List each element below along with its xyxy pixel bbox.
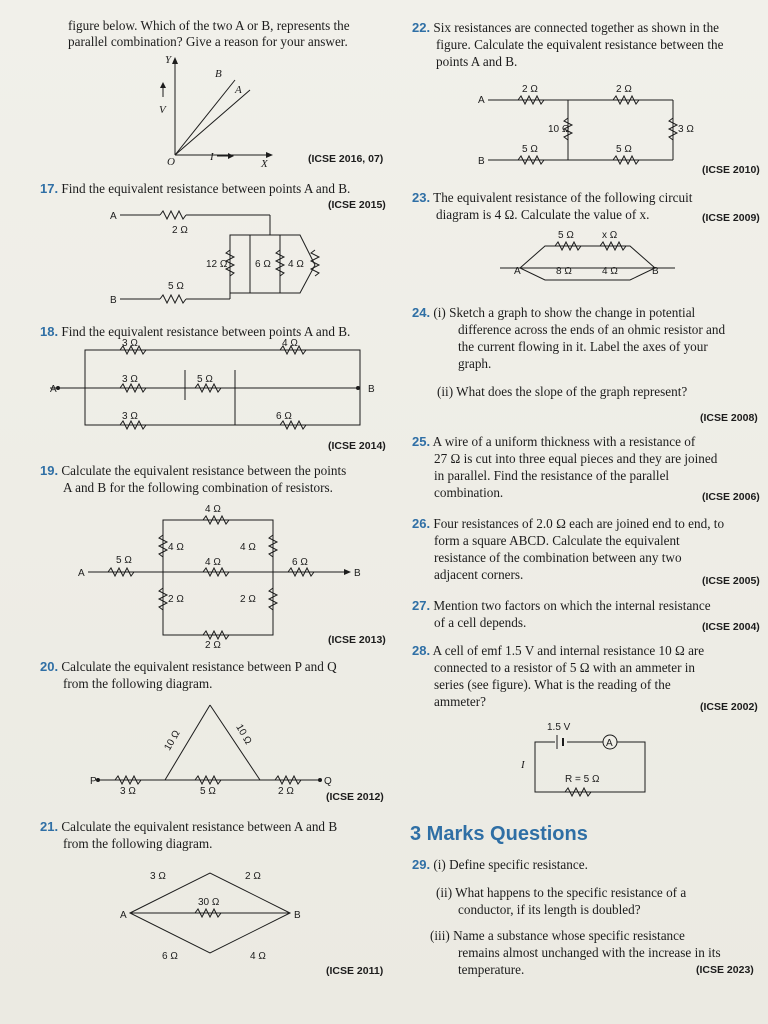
q28-line4: ammeter? (434, 694, 486, 709)
q23-line1: The equivalent resistance of the following circuit (433, 190, 693, 205)
q27-line1: Mention two factors on which the internal resistance (433, 598, 711, 613)
q26-number: 26. (412, 516, 431, 531)
q18-r1: 3 Ω (122, 338, 138, 349)
q21-number: 21. (40, 819, 59, 834)
q17-number: 17. (40, 181, 59, 196)
q18-r6: 6 Ω (276, 411, 292, 422)
graph-b-label: B (215, 68, 222, 80)
q29-p3b: remains almost unchanged with the increase in its (458, 945, 721, 960)
q28-line3: series (see figure). What is the reading of the (434, 677, 671, 692)
q18-tag: (ICSE 2014) (328, 440, 386, 452)
q22-line2: figure. Calculate the equivalent resistance between the (436, 37, 724, 52)
q18-r5: 3 Ω (122, 411, 138, 422)
q20-circuit (90, 700, 340, 800)
q22-circuit (478, 80, 708, 170)
q20-line2: from the following diagram. (63, 676, 213, 691)
q23-line2: diagram is 4 Ω. Calculate the value of x. (436, 207, 650, 222)
q29-p2: (ii) What happens to the specific resistance of a (436, 885, 687, 900)
q17-r-6: 6 Ω (255, 259, 271, 270)
q28-tag: (ICSE 2002) (700, 701, 758, 713)
q17-r-bot: 5 Ω (168, 281, 184, 292)
q17-node-a: A (110, 211, 117, 222)
graph-o-label: O (167, 156, 175, 168)
q20-r-r: 10 Ω (233, 722, 254, 747)
q16-line2: parallel combination? Give a reason for your answer. (68, 34, 348, 49)
q19-number: 19. (40, 463, 59, 478)
q23-number: 23. (412, 190, 431, 205)
q29-p2b: conductor, if its length is doubled? (458, 902, 641, 917)
q26-line3: resistance of the combination between any two (434, 550, 682, 565)
q19-r-a: 4 Ω (168, 542, 184, 553)
q20-node-p: P (90, 776, 97, 787)
q27-text1 (412, 598, 711, 614)
q17-circuit (110, 205, 350, 305)
q19-tag: (ICSE 2013) (328, 634, 386, 646)
q19-r-top: 4 Ω (205, 504, 221, 515)
q24-p2: (ii) What does the slope of the graph represent? (437, 384, 688, 399)
q18-circuit (50, 340, 380, 440)
q20-r-l: 10 Ω (162, 728, 183, 753)
q21-line2: from the following diagram. (63, 836, 213, 851)
q28-emf: 1.5 V (547, 722, 571, 733)
q21-r-6: 6 Ω (162, 951, 178, 962)
q26-line1: Four resistances of 2.0 Ω each are joined end to end, to (433, 516, 725, 531)
q25-line4: combination. (434, 485, 504, 500)
q29-number: 29. (412, 857, 431, 872)
q22-line3: points A and B. (436, 54, 518, 69)
q23-tag: (ICSE 2009) (702, 212, 760, 224)
q24-number: 24. (412, 305, 431, 320)
q28-line1: A cell of emf 1.5 V and internal resistance 10 Ω are (432, 643, 705, 658)
q23-r-x: x Ω (602, 230, 618, 241)
q28-r-label: R = 5 Ω (565, 774, 600, 785)
q25-text1 (412, 434, 695, 450)
q28-ammeter: A (606, 738, 613, 749)
q29-p3: (iii) Name a substance whose specific resistance (430, 928, 685, 943)
q20-r-2: 2 Ω (278, 786, 294, 797)
q21-circuit (120, 865, 320, 965)
q18-r4: 5 Ω (197, 374, 213, 385)
q28-text1 (412, 643, 704, 659)
q16-vi-graph (155, 54, 275, 170)
q25-tag: (ICSE 2006) (702, 491, 760, 503)
q23-node-a: A (514, 266, 521, 277)
q21-r-2: 2 Ω (245, 871, 261, 882)
q23-r-8: 8 Ω (556, 266, 572, 277)
q22-node-a: A (478, 95, 485, 106)
graph-i-label: I (210, 151, 214, 163)
q29-p3c: temperature. (458, 962, 525, 977)
graph-y-label: Y (165, 54, 172, 66)
q20-number: 20. (40, 659, 59, 674)
q26-line4: adjacent corners. (434, 567, 524, 582)
q18-node-a: A (50, 384, 57, 395)
q20-tag: (ICSE 2012) (326, 791, 384, 803)
q21-r-4: 4 Ω (250, 951, 266, 962)
q23-circuit (500, 228, 680, 288)
q19-r-e: 5 Ω (116, 555, 132, 566)
q23-text1 (412, 190, 692, 206)
q17-text (40, 181, 350, 197)
q20-r-3: 3 Ω (120, 786, 136, 797)
q19-text1 (40, 463, 346, 479)
q28-line2: connected to a resistor of 5 Ω with an ammeter in (434, 660, 696, 675)
section-heading-3-marks: 3 Marks Questions (410, 823, 588, 845)
q24-p1b: difference across the ends of an ohmic resistor and (458, 322, 726, 337)
q19-r-d: 6 Ω (292, 557, 308, 568)
q21-r-30: 30 Ω (198, 897, 220, 908)
q18-r3: 3 Ω (122, 374, 138, 385)
q28-number: 28. (412, 643, 431, 658)
q17-line1: Find the equivalent resistance between points A and B. (61, 181, 351, 196)
graph-a-label: A (235, 84, 242, 96)
graph-v-label: V (159, 104, 166, 116)
q20-line1: Calculate the equivalent resistance between P and Q (61, 659, 337, 674)
q19-r-g: 2 Ω (240, 594, 256, 605)
q29-p1: (i) Define specific resistance. (433, 857, 588, 872)
q19-line1: Calculate the equivalent resistance between the points (61, 463, 347, 478)
q17-node-b: B (110, 295, 117, 306)
q21-text1 (40, 819, 337, 835)
q17-resistor (160, 211, 186, 219)
q27-tag: (ICSE 2004) (702, 621, 760, 633)
q16-line1: figure below. Which of the two A or B, represents the (68, 18, 350, 33)
q22-line1: Six resistances are connected together as shown in the (433, 20, 720, 35)
q24-tag: (ICSE 2008) (700, 412, 758, 424)
q17-r-top: 2 Ω (172, 225, 188, 236)
q18-text (40, 324, 350, 340)
q22-r-5b: 5 Ω (616, 144, 632, 155)
q19-node-b: B (354, 568, 361, 579)
q23-r-4: 4 Ω (602, 266, 618, 277)
q24-p1c: the current flowing in it. Label the axes of your (458, 339, 708, 354)
q17-r-4: 4 Ω (288, 259, 304, 270)
q24-p1: (i) Sketch a graph to show the change in potential (433, 305, 696, 320)
q19-r-c: 4 Ω (205, 557, 221, 568)
q23-r-5: 5 Ω (558, 230, 574, 241)
q19-r-b: 4 Ω (240, 542, 256, 553)
q25-line3: in parallel. Find the resistance of the parallel (434, 468, 670, 483)
q22-text1 (412, 20, 719, 36)
q29-tag: (ICSE 2023) (696, 964, 754, 976)
q18-node-b: B (368, 384, 375, 395)
q21-node-a: A (120, 910, 127, 921)
q29-text1 (412, 857, 588, 873)
q27-number: 27. (412, 598, 431, 613)
q20-r-5: 5 Ω (200, 786, 216, 797)
q23-node-b: B (652, 266, 659, 277)
q19-line2: A and B for the following combination of resistors. (63, 480, 333, 495)
q20-text1 (40, 659, 337, 675)
q19-node-a: A (78, 568, 85, 579)
q21-node-b: B (294, 910, 301, 921)
q21-r-3: 3 Ω (150, 871, 166, 882)
q22-tag: (ICSE 2010) (702, 164, 760, 176)
q21-line1: Calculate the equivalent resistance between A and B (61, 819, 338, 834)
q26-text1 (412, 516, 724, 532)
q18-line1: Find the equivalent resistance between points A and B. (61, 324, 351, 339)
q25-number: 25. (412, 434, 431, 449)
q18-number: 18. (40, 324, 59, 339)
q21-tag: (ICSE 2011) (326, 965, 384, 977)
q22-number: 22. (412, 20, 431, 35)
q19-r-f: 2 Ω (168, 594, 184, 605)
q27-line2: of a cell depends. (434, 615, 527, 630)
q20-node-q: Q (324, 776, 332, 787)
graph-x-label: X (261, 158, 268, 170)
q17-r-12: 12 Ω (206, 259, 228, 270)
q22-r-2b: 2 Ω (616, 84, 632, 95)
q22-node-b: B (478, 156, 485, 167)
q24-text1 (412, 305, 695, 321)
q16-tag: (ICSE 2016, 07) (308, 153, 384, 165)
q24-p1d: graph. (458, 356, 492, 371)
q22-r-3: 3 Ω (678, 124, 694, 135)
q26-tag: (ICSE 2005) (702, 575, 760, 587)
q28-current: I (521, 759, 525, 771)
q26-line2: form a square ABCD. Calculate the equivalent (434, 533, 680, 548)
q18-r2: 4 Ω (282, 338, 298, 349)
q28-circuit (515, 720, 665, 800)
q25-line1: A wire of a uniform thickness with a resistance of (432, 434, 696, 449)
q25-line2: 27 Ω is cut into three equal pieces and they are joined (434, 451, 718, 466)
q22-r-2a: 2 Ω (522, 84, 538, 95)
q22-r-5a: 5 Ω (522, 144, 538, 155)
q22-r-10: 10 Ω (548, 124, 570, 135)
q17-tag: (ICSE 2015) (328, 199, 386, 211)
q19-r-bottom: 2 Ω (205, 640, 221, 651)
